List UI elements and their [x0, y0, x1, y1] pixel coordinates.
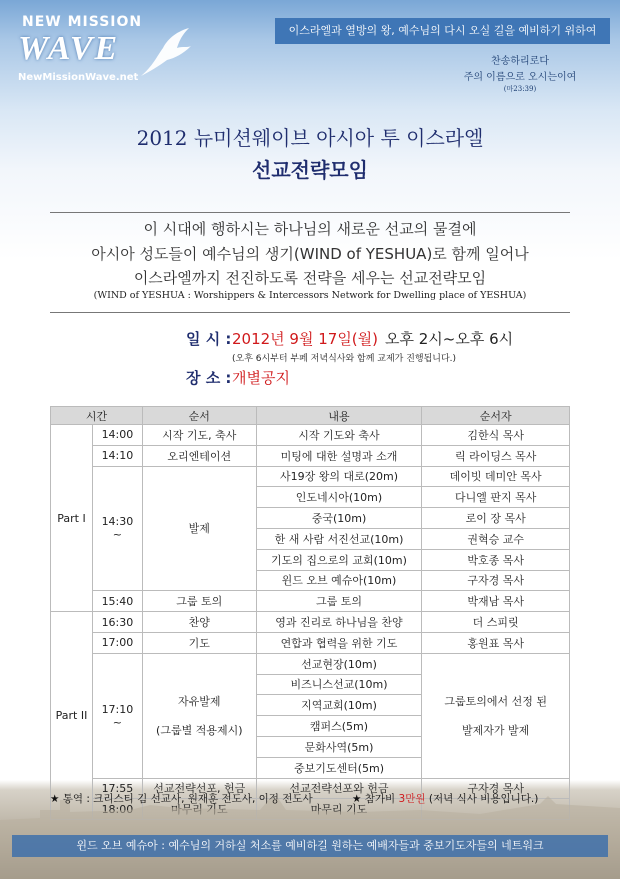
content-cell: 사19장 왕의 대로(20m) — [256, 466, 422, 487]
table-row — [51, 466, 570, 487]
content-cell: 비즈니스선교(10m) — [256, 674, 422, 695]
content-cell: 연합과 협력을 위한 기도 — [256, 632, 422, 653]
order-subtext: (그룹별 적용제시) — [156, 724, 243, 738]
table-row — [51, 632, 570, 653]
content-cell: 문화사역(5m) — [256, 736, 422, 757]
content-cell: 윈드 오브 예슈아(10m) — [256, 570, 422, 591]
schedule-table — [50, 406, 570, 820]
content-cell: 미팅에 대한 설명과 소개 — [256, 445, 422, 466]
content-cell: 중국(10m) — [256, 508, 422, 529]
time-cell — [92, 466, 142, 591]
table-row — [51, 425, 570, 446]
header-time: 시간 — [51, 407, 143, 425]
fee-note — [352, 791, 538, 806]
content-cell: 기도의 집으로의 교회(10m) — [256, 549, 422, 570]
table-row — [51, 445, 570, 466]
table-row — [51, 591, 570, 612]
intro-line-2: 아시아 성도들이 예수님의 생기(WIND of YESHUA)로 함께 일어나 — [91, 245, 529, 263]
header-leader: 순서자 — [422, 407, 570, 425]
time-cell: 17:55 — [92, 778, 142, 799]
verse-reference: (마23:39) — [503, 85, 537, 93]
content-cell: 선교전략선포와 헌금 — [256, 778, 422, 799]
page-title: 2012 뉴미션웨이브 아시아 투 이스라엘 — [136, 126, 484, 150]
leader-cell: 구자경 목사 — [422, 778, 570, 799]
leader-cell: 더 스피릿 — [422, 612, 570, 633]
leader-cell: 데이빗 데미안 목사 — [422, 466, 570, 487]
divider-top — [50, 212, 570, 213]
dinner-note: (오후 6시부터 부페 저녁식사와 함께 교제가 진행됩니다.) — [232, 354, 457, 364]
order-cell: 그룹 토의 — [142, 591, 256, 612]
time-cell: 17:00 — [92, 632, 142, 653]
order-cell: 오리엔테이션 — [142, 445, 256, 466]
content-cell: 마무리 기도 — [256, 799, 422, 820]
order-cell: 찬양 — [142, 612, 256, 633]
order-cell: 시작 기도, 축사 — [142, 425, 256, 446]
banner-text: 이스라엘과 열방의 왕, 예수님의 다시 오실 길을 예비하기 위하여 — [288, 24, 597, 37]
date-value: 2012년 9월 17일(월) — [232, 330, 379, 348]
table-row — [51, 653, 570, 674]
table-header-row — [51, 407, 570, 425]
header-order: 순서 — [142, 407, 256, 425]
leader-cell: 권혁승 교수 — [422, 528, 570, 549]
logo-wave-text: WAVE — [18, 30, 120, 67]
time-value: 오후 2시~오후 6시 — [385, 330, 514, 348]
content-cell: 지역교회(10m) — [256, 695, 422, 716]
bottom-banner-text: 윈드 오브 예슈아 : 예수님의 거하실 처소를 예비하길 원하는 예배자들과 중보기도자들의 네트워크 — [76, 839, 544, 852]
time-tilde: ~ — [112, 528, 123, 542]
time-text: 17:10 — [101, 702, 134, 716]
top-banner — [275, 18, 610, 44]
order-cell: 선교전략선포, 헌금 — [142, 778, 256, 799]
part-1-label: Part I — [51, 425, 93, 612]
content-cell: 영과 진리로 하나님을 찬양 — [256, 612, 422, 633]
fee-suffix: (저녁 식사 비용입니다.) — [428, 793, 539, 805]
header-content: 내용 — [256, 407, 422, 425]
content-cell: 인도네시아(10m) — [256, 487, 422, 508]
leader-text: 그룹토의에서 선정 된 — [444, 695, 547, 709]
bottom-banner — [12, 835, 608, 857]
content-cell: 시작 기도와 축사 — [256, 425, 422, 446]
time-tilde: ~ — [112, 715, 123, 729]
leader-subtext: 발제자가 발제 — [462, 724, 530, 738]
content-cell: 그룹 토의 — [256, 591, 422, 612]
time-cell: 16:30 — [92, 612, 142, 633]
date-label: 일 시 : — [186, 330, 232, 348]
leader-cell: 김한식 목사 — [422, 425, 570, 446]
place-label: 장 소 : — [186, 369, 232, 387]
place-value: 개별공지 — [232, 369, 290, 387]
leader-cell: 박호종 목사 — [422, 549, 570, 570]
order-text: 자유발제 — [178, 695, 221, 709]
time-cell: 15:40 — [92, 591, 142, 612]
fee-prefix: ★ 참가비 — [352, 793, 396, 805]
leader-cell: 릭 라이딩스 목사 — [422, 445, 570, 466]
logo-url: NewMissionWave.net — [18, 72, 139, 83]
page-subtitle: 선교전략모임 — [252, 158, 368, 182]
intro-line-1: 이 시대에 행하시는 하나님의 새로운 선교의 물결에 — [143, 220, 477, 238]
fee-amount: 3만원 — [398, 793, 426, 805]
dove-icon — [137, 26, 193, 80]
table-row — [51, 612, 570, 633]
leader-cell: 다니엘 판지 목사 — [422, 487, 570, 508]
logo-top-text: NEW MISSION — [22, 14, 143, 30]
interpreters-note: ★ 통역 : 크리스티 김 선교사, 원재훈 전도사, 이정 전도사 — [50, 793, 313, 805]
leader-cell: 로이 장 목사 — [422, 508, 570, 529]
time-cell: 18:00 — [92, 799, 142, 820]
verse-line-2: 주의 이름으로 오시는이여 — [463, 72, 577, 83]
city-wall-image — [0, 760, 620, 879]
intro-subtitle: (WIND of YESHUA : Worshippers & Intercessors Network for Dwelling place of YESHUA) — [93, 290, 527, 301]
content-cell: 한 새 사람 서진선교(10m) — [256, 528, 422, 549]
order-cell: 기도 — [142, 632, 256, 653]
part-2-label: Part II — [51, 612, 93, 820]
time-cell: 14:00 — [92, 425, 142, 446]
leader-cell: 박재남 목사 — [422, 591, 570, 612]
content-cell: 중보기도센터(5m) — [256, 757, 422, 778]
leader-cell: 홍원표 목사 — [422, 632, 570, 653]
intro-line-3: 이스라엘까지 전진하도록 전략을 세우는 선교전략모임 — [133, 269, 487, 287]
content-cell: 캠퍼스(5m) — [256, 716, 422, 737]
time-text: 14:30 — [101, 515, 134, 529]
time-cell: 14:10 — [92, 445, 142, 466]
order-cell: 발제 — [142, 466, 256, 591]
leader-cell: 구자경 목사 — [422, 570, 570, 591]
verse-line-1: 찬송하리로다 — [491, 56, 549, 67]
content-cell: 선교현장(10m) — [256, 653, 422, 674]
divider-bottom — [50, 312, 570, 313]
